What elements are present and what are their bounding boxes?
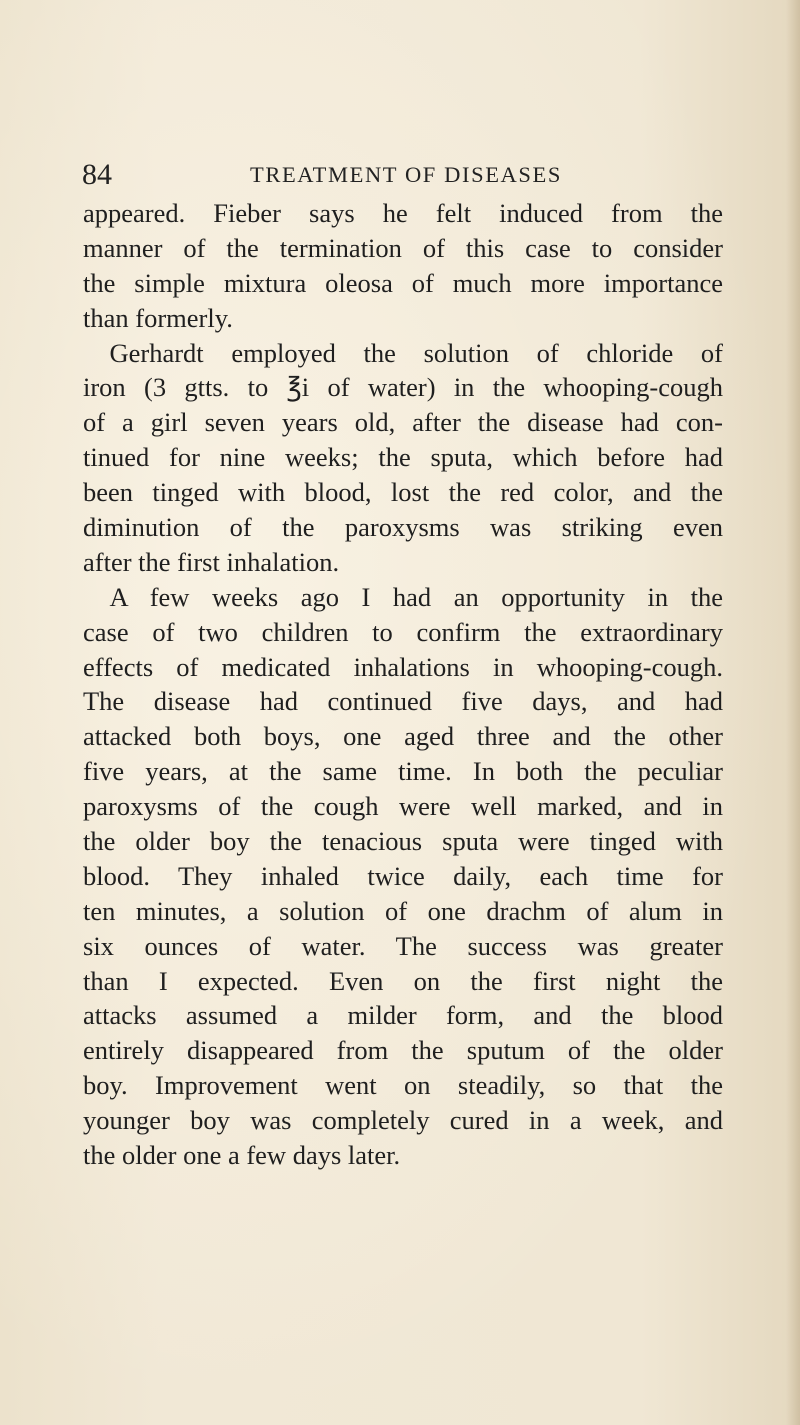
text-line: five years, at the same time. In both the peculiar bbox=[83, 756, 723, 787]
text-line: attacks assumed a milder form, and the blood bbox=[83, 1000, 723, 1031]
text-line: A few weeks ago I had an opportunity in the bbox=[109, 581, 723, 612]
text-line: of a girl seven years old, after the disease had con- bbox=[83, 407, 723, 438]
text-line: effects of medicated inhalations in whooping-cough. bbox=[83, 651, 723, 682]
text-line: the simple mixtura oleosa of much more importance bbox=[83, 267, 723, 298]
text-line: six ounces of water. The success was greater bbox=[83, 930, 723, 961]
text-line: after the first inhalation. bbox=[83, 546, 340, 577]
page-edge-shadow bbox=[786, 0, 800, 1425]
text-line: boy. Improvement went on steadily, so that the bbox=[83, 1070, 723, 1101]
body-text bbox=[83, 196, 723, 1173]
text-line: manner of the termination of this case to consider bbox=[83, 232, 723, 263]
running-head: TREATMENT OF DISEASES bbox=[250, 162, 562, 187]
text-line: tinued for nine weeks; the sputa, which before had bbox=[83, 442, 723, 473]
text-line: ten minutes, a solution of one drachm of alum in bbox=[83, 895, 723, 926]
text-line: appeared. Fieber says he felt induced from the bbox=[83, 198, 723, 228]
text-line: Gerhardt employed the solution of chloride of bbox=[109, 337, 723, 368]
text-line: iron (3 gtts. to ℥i of water) in the whooping-cough bbox=[83, 372, 723, 403]
text-line: The disease had continued five days, and had bbox=[83, 686, 723, 717]
text-line: paroxysms of the cough were well marked, and in bbox=[83, 791, 723, 822]
text-line: than formerly. bbox=[83, 302, 233, 333]
text-line: case of two children to confirm the extraordinary bbox=[83, 616, 723, 647]
text-line: diminution of the paroxysms was striking even bbox=[83, 512, 723, 543]
text-line: attacked both boys, one aged three and the other bbox=[83, 721, 723, 752]
text-line: than I expected. Even on the first night the bbox=[83, 965, 723, 996]
text-line: the older boy the tenacious sputa were tinged with bbox=[83, 826, 723, 857]
text-line: entirely disappeared from the sputum of the older bbox=[83, 1035, 723, 1066]
text-line: the older one a few days later. bbox=[83, 1140, 401, 1171]
page-header bbox=[82, 158, 722, 192]
text-line: been tinged with blood, lost the red color, and the bbox=[83, 477, 723, 508]
text-line: blood. They inhaled twice daily, each time for bbox=[83, 860, 723, 891]
page-number: 84 bbox=[82, 158, 112, 191]
text-line: younger boy was completely cured in a week, and bbox=[83, 1105, 723, 1136]
